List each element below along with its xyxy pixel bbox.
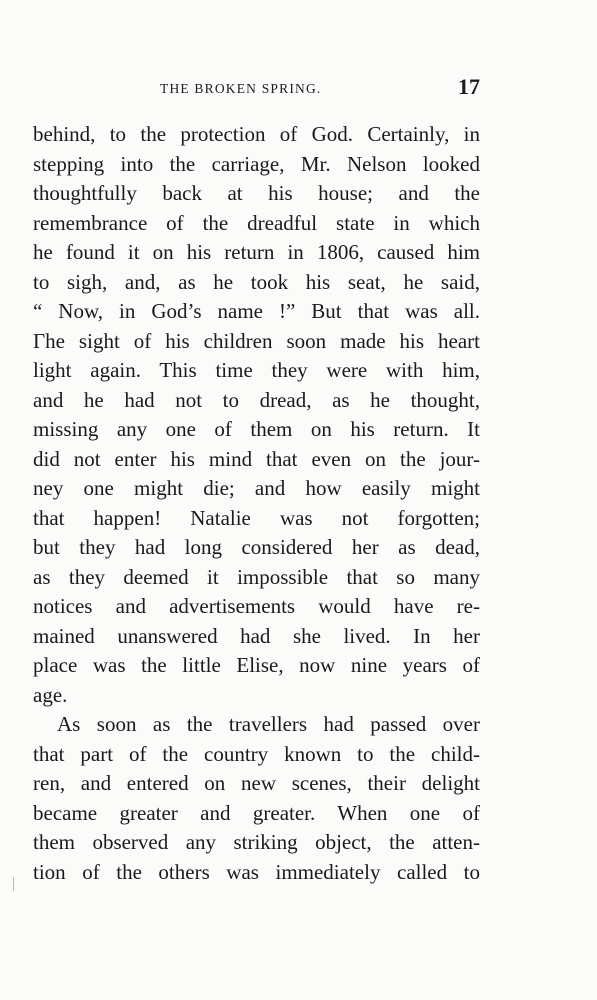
text-line: missing any one of them on his return. It: [33, 417, 480, 441]
text-line: light again. This time they were with him,: [33, 358, 480, 382]
margin-mark: [13, 877, 14, 891]
text-line: notices and advertisements would have re-: [33, 594, 480, 618]
paragraph-start-line: As soon as the travellers had passed over: [57, 712, 480, 736]
text-line: “ Now, in God’s name !” But that was all.: [33, 299, 480, 323]
text-line: to sigh, and, as he took his seat, he said,: [33, 269, 480, 294]
text-line: Гhe sight of his children soon made his heart: [33, 328, 480, 353]
running-title: THE BROKEN SPRING.: [160, 81, 322, 96]
text-line: that part of the country known to the child-: [33, 741, 480, 766]
paragraph-end-line: age.: [33, 682, 68, 707]
text-line: did not enter his mind that even on the jour-: [33, 446, 480, 471]
text-line: thoughtfully back at his house; and the: [33, 181, 480, 205]
text-line: that happen! Natalie was not forgotten;: [33, 505, 480, 530]
text-line: as they deemed it impossible that so many: [33, 564, 480, 589]
text-line: but they had long considered her as dead,: [33, 535, 480, 559]
text-line: stepping into the carriage, Mr. Nelson looked: [33, 151, 480, 176]
text-line: place was the little Elise, now nine years of: [33, 653, 480, 677]
page-number: 17: [458, 74, 480, 99]
text-line: remembrance of the dreadful state in which: [33, 210, 480, 235]
text-line: tion of the others was immediately called to: [33, 859, 480, 884]
text-line: became greater and greater. When one of: [33, 800, 480, 825]
text-line: behind, to the protection of God. Certainly, in: [33, 122, 480, 146]
body-text: [33, 120, 480, 887]
text-line: mained unanswered had she lived. In her: [33, 623, 480, 648]
text-line: ren, and entered on new scenes, their delight: [33, 771, 480, 795]
text-line: he found it on his return in 1806, caused him: [33, 240, 480, 264]
text-line: and he had not to dread, as he thought,: [33, 387, 480, 412]
running-head: [33, 74, 480, 104]
text-line: them observed any striking object, the atten-: [33, 830, 480, 854]
text-line: ney one might die; and how easily might: [33, 476, 480, 500]
